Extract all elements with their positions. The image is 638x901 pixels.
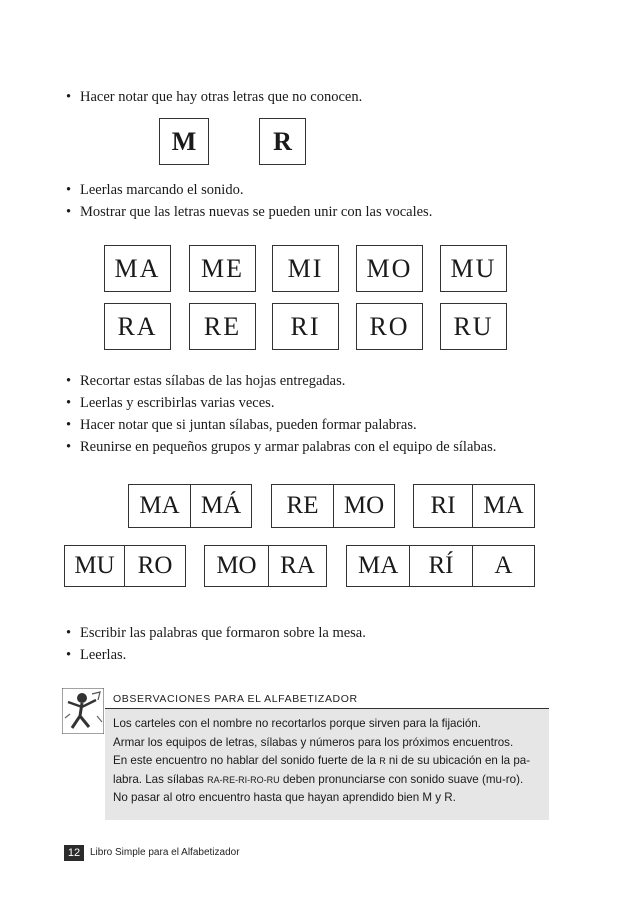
observation-line: En este encuentro no hablar del sonido fuerte de la R ni de su ubicación en la pa- [113,754,531,767]
letter-card-r: R [259,118,306,165]
syllable-cell: RE [286,492,319,519]
observation-line: Armar los equipos de letras, sílabas y números para los próximos encuentros. [113,735,514,749]
bullet-item: • Hacer notar que si juntan sílabas, pueden formar palabras. [66,417,417,433]
book-title: Libro Simple para el Alfabetizador [90,847,240,858]
bullet-item: • Hacer notar que hay otras letras que no conocen. [66,89,363,105]
word-card [271,484,395,528]
word-card [64,545,186,587]
letter-card-m: M [159,118,209,165]
syllable-card: RA [104,303,171,350]
syllable-card: RO [356,303,423,350]
word-card [413,484,535,528]
syllable-cell: MA [472,485,534,527]
syllable-card: MI [272,245,339,292]
word-card [128,484,252,528]
page-number: 12 [64,845,84,861]
syllable-cell: MO [333,485,394,527]
word-card [204,545,327,587]
bullet-item: • Leerlas y escribirlas varias veces. [66,395,275,411]
bullet-item: • Leerlas marcando el sonido. [66,182,244,198]
divider [105,708,549,709]
syllable-cell: RÍ [409,546,471,586]
syllable-cell: MO [216,552,257,579]
observation-line: No pasar al otro encuentro hasta que hayan aprendido bien M y R. [113,791,456,804]
syllable-card: MA [104,245,171,292]
syllable-cell: MÁ [190,485,251,527]
word-card [346,545,535,587]
observation-line: labra. Las sílabas RA-RE-RI-RO-RU deben pronunciarse con sonido suave (mu-ro). [113,772,524,786]
bullet-item: • Leerlas. [66,647,127,663]
syllable-cell: MA [358,552,399,579]
syllable-cell: RI [430,492,456,519]
syllable-card: RE [189,303,256,350]
alphabetizer-figure-icon [62,688,104,734]
observation-line: Los carteles con el nombre no recortarlos porque sirven para la fijación. [113,717,481,730]
syllable-cell: MU [74,552,115,579]
syllable-cell: A [472,546,534,586]
syllable-card: ME [189,245,256,292]
observations-title: OBSERVACIONES PARA EL ALFABETIZADOR [113,693,358,705]
bullet-item: • Recortar estas sílabas de las hojas entregadas. [66,373,346,389]
syllable-cell: MA [139,492,180,519]
syllable-card: MO [356,245,423,292]
syllable-card: MU [440,245,507,292]
syllable-card: RU [440,303,507,350]
observations-body [113,715,547,808]
bullet-item: • Mostrar que las letras nuevas se pueden unir con las vocales. [66,204,433,220]
syllable-card: RI [272,303,339,350]
bullet-item: • Escribir las palabras que formaron sobre la mesa. [66,625,366,641]
bullet-item: • Reunirse en pequeños grupos y armar palabras con el equipo de sílabas. [66,439,497,455]
syllable-cell: RO [124,546,185,586]
syllable-cell: RA [268,546,326,586]
